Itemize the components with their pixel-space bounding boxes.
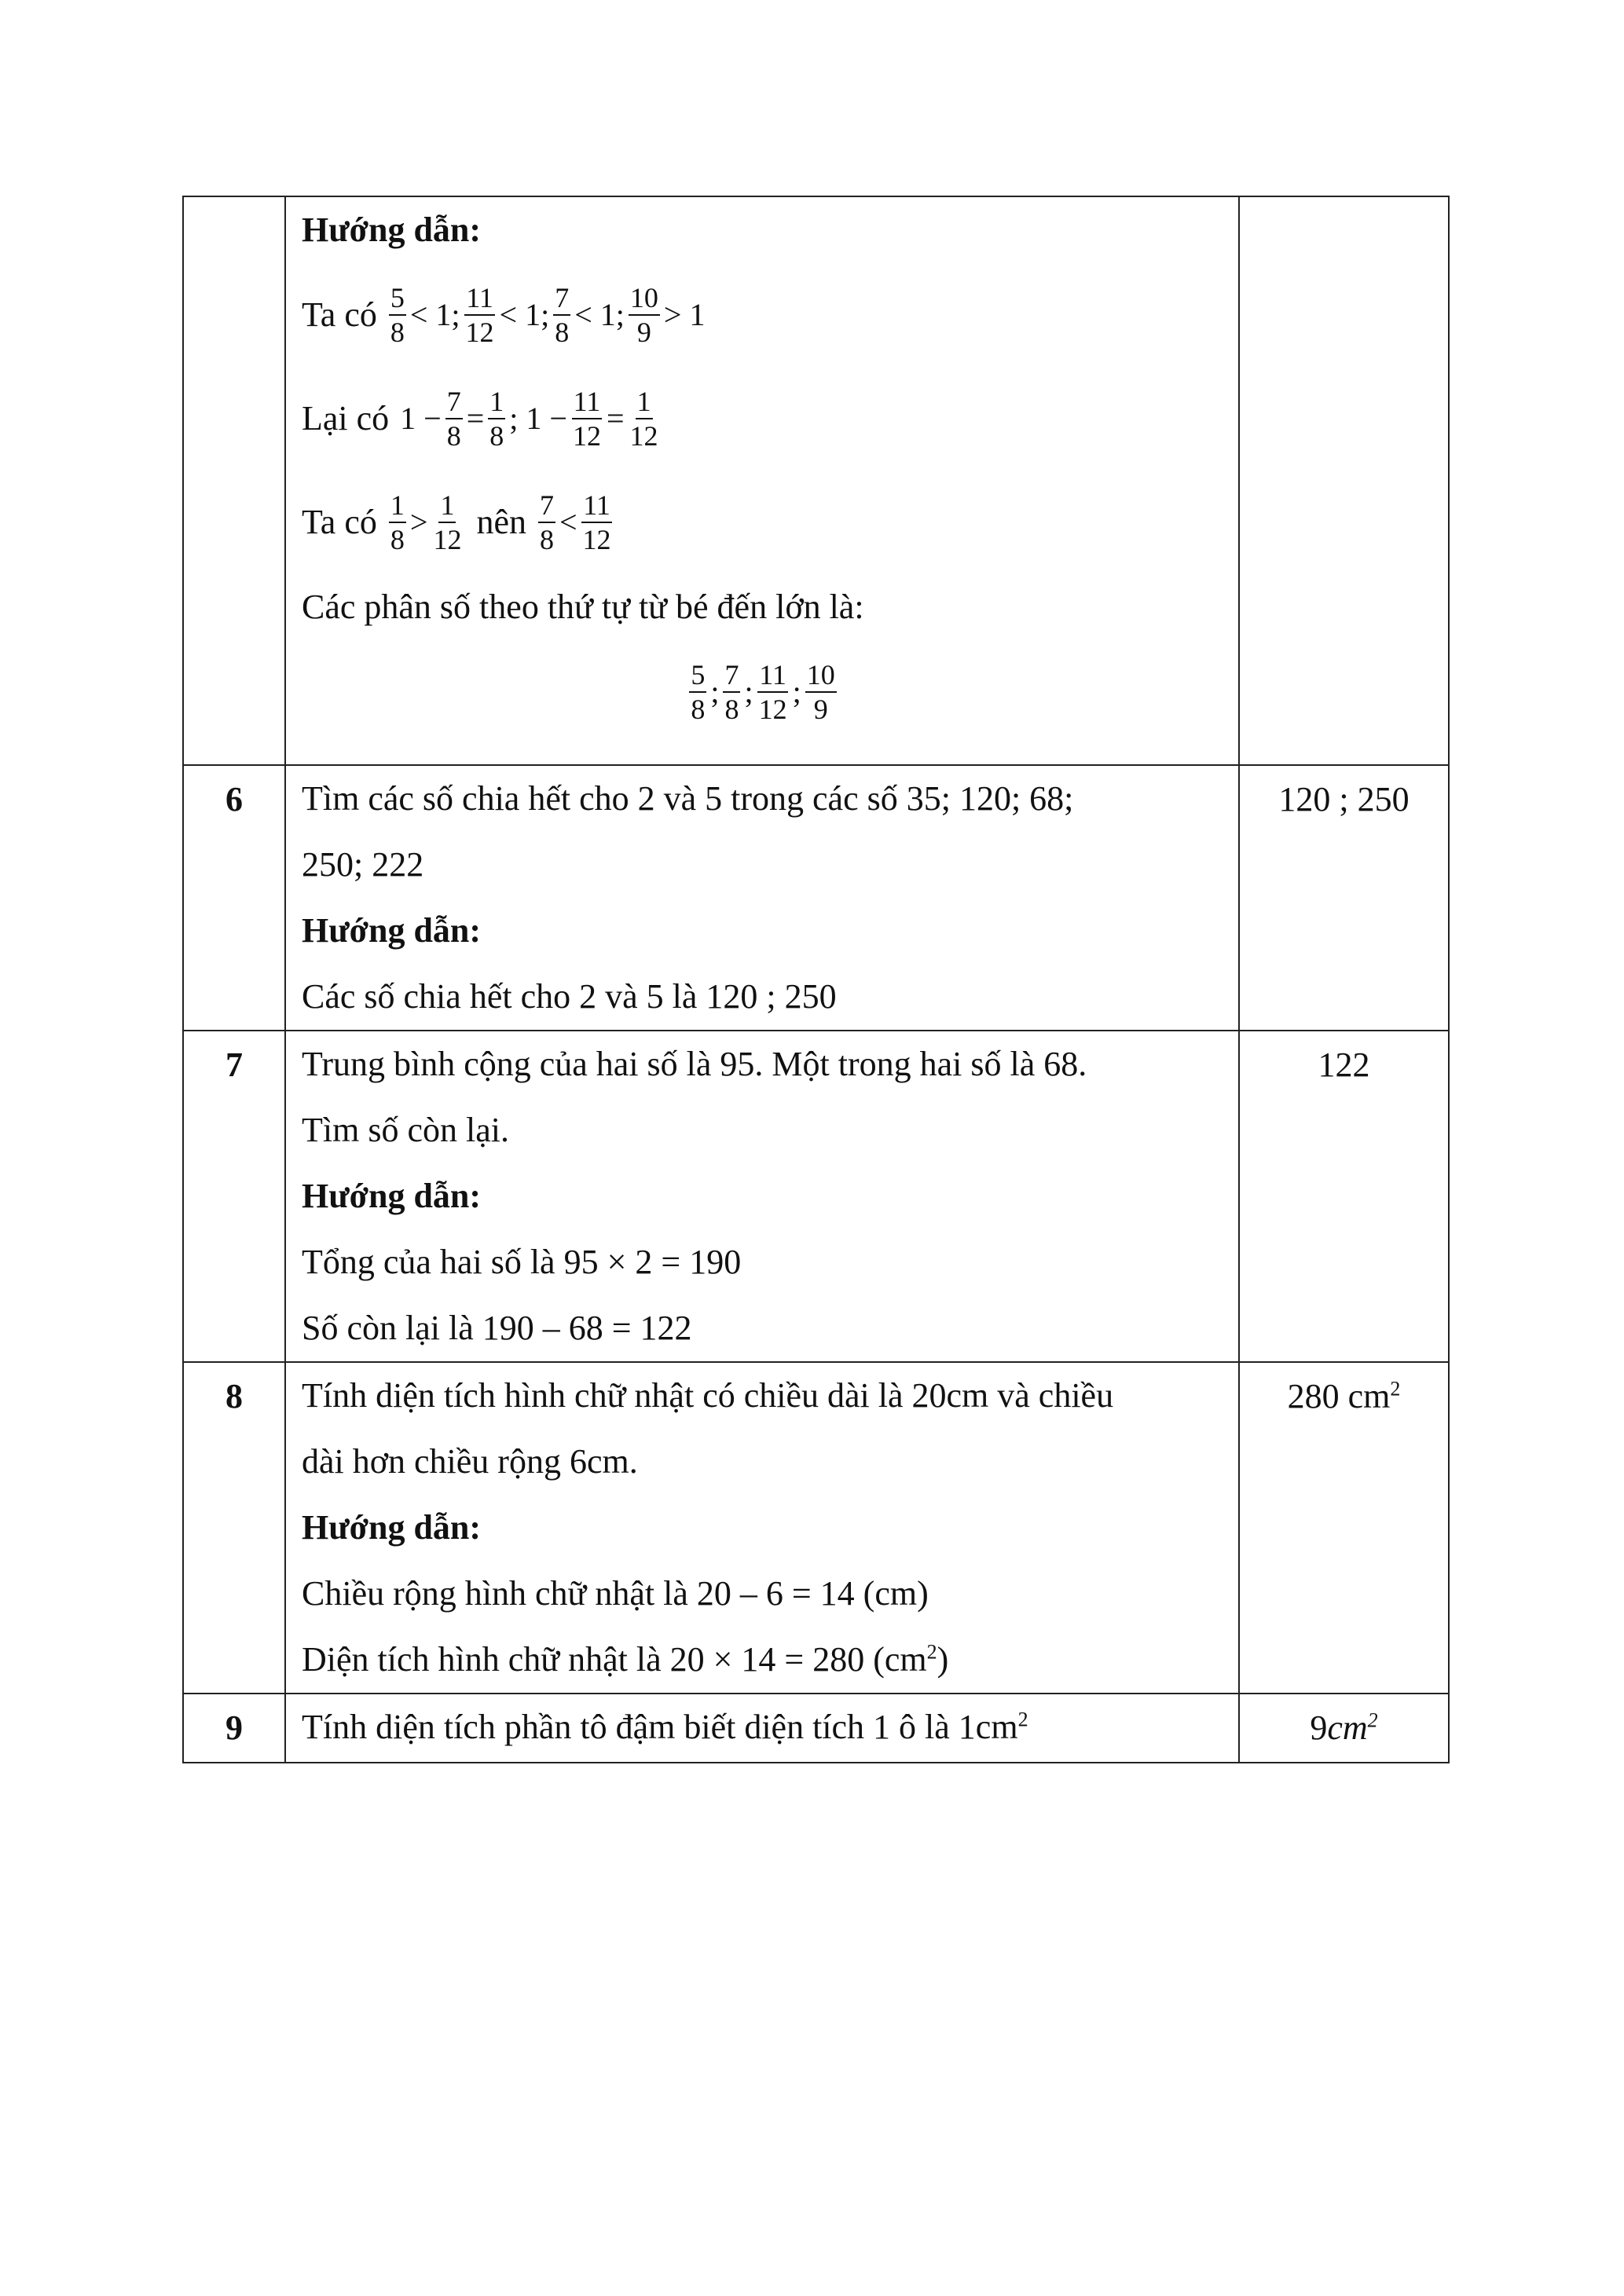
answer-table xyxy=(182,196,1450,1763)
fraction: $\frac{5}{8}$ xyxy=(691,659,706,725)
table-row-question-6 xyxy=(183,765,1449,1031)
answer-value: 280 $cm^2$ xyxy=(1239,1362,1449,1694)
compare-with-one-line: Ta có $\frac{5}{8}$ < 1; $\frac{11}{12}$ < 1; $\frac{7}{8}$ < 1; $\frac{10}{9}$ > 1 xyxy=(302,282,706,348)
fraction: $\frac{1}{12}$ xyxy=(433,489,462,555)
fraction: $\frac{11}{12}$ xyxy=(572,386,601,452)
guide-heading: Hướng dẫn: xyxy=(302,911,482,950)
difference-line: Lại có 1 − $\frac{7}{8}$ = $\frac{1}{8}$ ; 1 − $\frac{11}{12}$ = $\frac{1}{12}$ xyxy=(302,386,658,452)
guide-heading: Hướng dẫn: xyxy=(302,211,482,249)
guide-text: Số còn lại là 190 – 68 = 122 xyxy=(302,1309,692,1347)
question-text: dài hơn chiều rộng 6cm. xyxy=(302,1442,638,1481)
question-text: 250; 222 xyxy=(302,845,424,884)
fraction: $\frac{10}{9}$ xyxy=(629,282,658,348)
fraction: $\frac{1}{8}$ xyxy=(390,489,405,555)
fraction: $\frac{1}{8}$ xyxy=(489,386,504,452)
answer-value: 120 ; 250 xyxy=(1239,765,1449,1031)
question-number: 6 xyxy=(183,765,285,1031)
question-number-cell xyxy=(183,196,285,765)
guide-text: Diện tích hình chữ nhật là 20 × 14 = 280 $(cm^2)$ xyxy=(302,1640,949,1679)
fraction: $\frac{7}{8}$ xyxy=(555,282,570,348)
guide-text: Tổng của hai số là 95 × 2 = 190 xyxy=(302,1243,742,1281)
content-cell xyxy=(285,196,1239,765)
answer-value: $9cm^2$ xyxy=(1239,1694,1449,1763)
fraction: $\frac{7}{8}$ xyxy=(446,386,461,452)
ordered-fractions: $\frac{5}{8}$ ; $\frac{7}{8}$ ; $\frac{11}{12}$ ; $\frac{10}{9}$ xyxy=(691,659,835,725)
guide-heading: Hướng dẫn: xyxy=(302,1177,482,1215)
fraction: $\frac{11}{12}$ xyxy=(758,659,787,725)
fraction: $\frac{7}{8}$ xyxy=(724,659,739,725)
fraction: $\frac{1}{12}$ xyxy=(629,386,658,452)
answer-cell xyxy=(1239,196,1449,765)
table-row-question-9 xyxy=(183,1694,1449,1763)
fraction: $\frac{7}{8}$ xyxy=(539,489,554,555)
table-row-continuation xyxy=(183,196,1449,765)
guide-heading: Hướng dẫn: xyxy=(302,1508,482,1547)
question-text: Tìm số còn lại. xyxy=(302,1111,509,1149)
content-cell xyxy=(285,765,1239,1031)
guide-text: Chiều rộng hình chữ nhật là 20 – 6 = 14 (cm) xyxy=(302,1574,929,1613)
conclusion-line: Ta có $\frac{1}{8}$ > $\frac{1}{12}$ nên $\frac{7}{8}$ < $\frac{11}{12}$ xyxy=(302,489,611,555)
table-row-question-8 xyxy=(183,1362,1449,1694)
fraction: $\frac{10}{9}$ xyxy=(806,659,835,725)
question-number: 9 xyxy=(183,1694,285,1763)
table-row-question-7 xyxy=(183,1031,1449,1362)
question-number: 7 xyxy=(183,1031,285,1362)
question-text: Tìm các số chia hết cho 2 và 5 trong các số 35; 120; 68; xyxy=(302,779,1074,818)
content-cell xyxy=(285,1362,1239,1694)
order-statement: Các phân số theo thứ tự từ bé đến lớn là: xyxy=(302,588,864,626)
question-number: 8 xyxy=(183,1362,285,1694)
question-text: Tính diện tích phần tô đậm biết diện tích 1 ô là $1cm^2$ xyxy=(302,1708,1028,1746)
answer-value: 122 xyxy=(1239,1031,1449,1362)
guide-text: Các số chia hết cho 2 và 5 là 120 ; 250 xyxy=(302,977,837,1016)
content-cell xyxy=(285,1694,1239,1763)
content-cell xyxy=(285,1031,1239,1362)
fraction: $\frac{11}{12}$ xyxy=(582,489,611,555)
question-text: Tính diện tích hình chữ nhật có chiều dài là 20cm và chiều xyxy=(302,1376,1114,1415)
question-text: Trung bình cộng của hai số là 95. Một trong hai số là 68. xyxy=(302,1045,1087,1083)
fraction: $\frac{11}{12}$ xyxy=(465,282,494,348)
fraction: $\frac{5}{8}$ xyxy=(390,282,405,348)
